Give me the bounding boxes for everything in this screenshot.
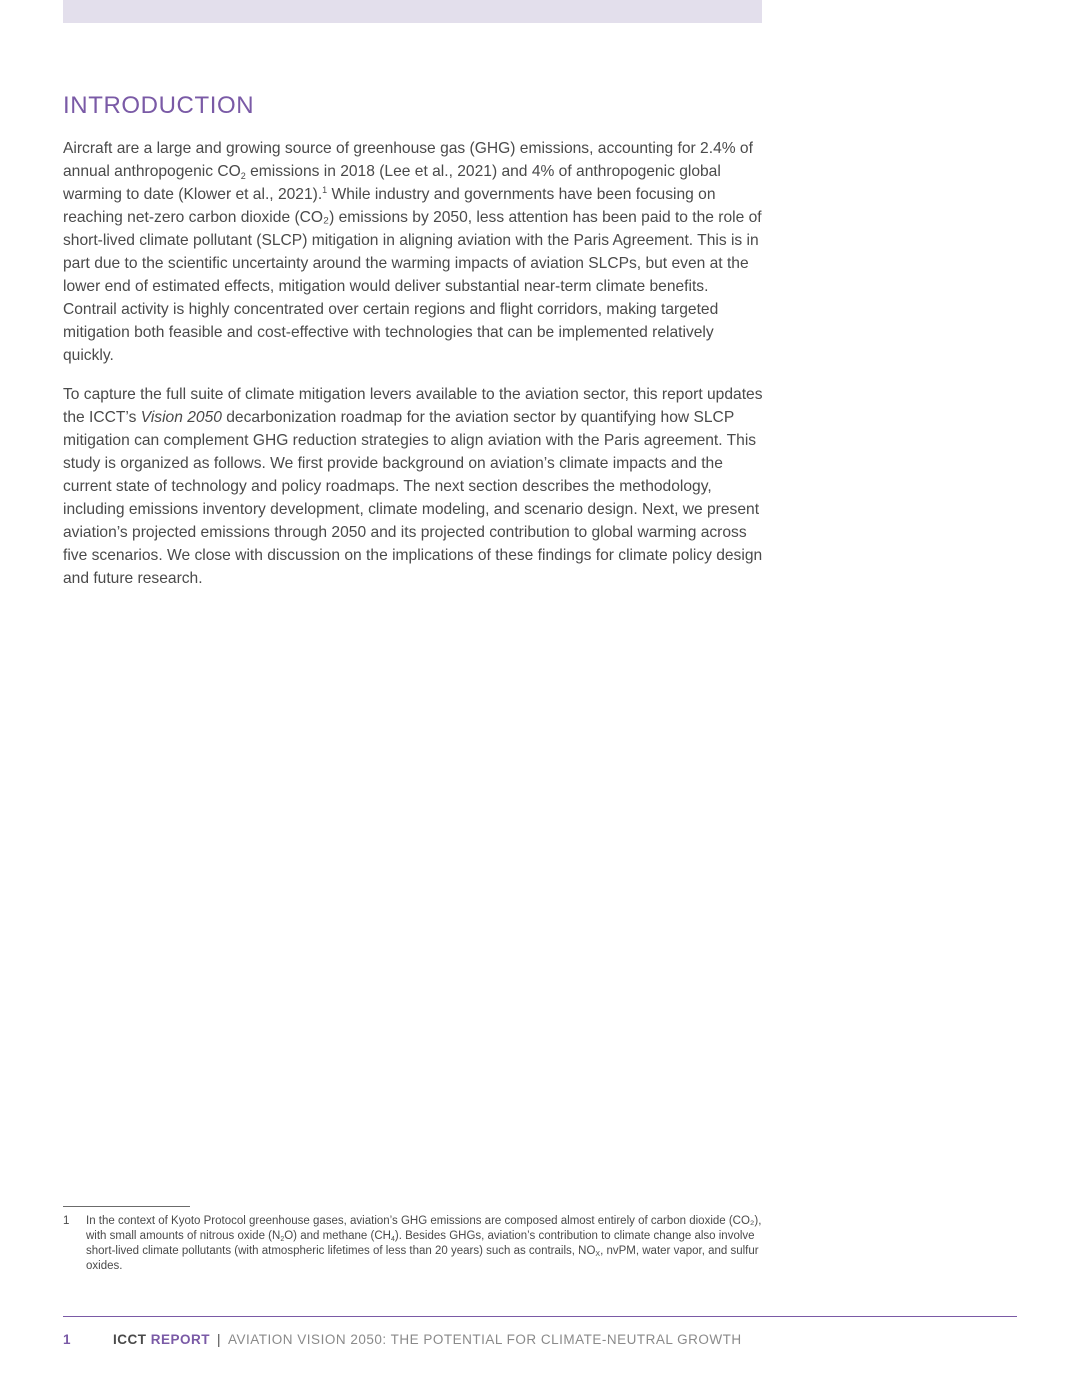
footnote-part-2: O) and methane (CH: [284, 1230, 391, 1242]
section-heading: INTRODUCTION: [63, 92, 255, 119]
footnote-part-3: ). Besides GHGs, aviation’s contribution to climate change also involve short-lived climate pollutants (with atmospheric lifetimes of less than 20 years) such as contrails, NO: [86, 1230, 755, 1257]
footnote-part-4: , nvPM, water vapor, and sulfur oxides.: [86, 1245, 759, 1272]
footnote-number: 1: [63, 1215, 70, 1227]
footer-brand-icct: ICCT: [113, 1332, 147, 1347]
subscript-n2: 2: [280, 1236, 285, 1243]
footnote-part-1: In the context of Kyoto Protocol greenhouse gases, aviation’s GHG emissions are composed almost entirely of carbon dioxide (CO₂), with small amounts of nitrous oxide (N: [86, 1215, 762, 1242]
subscript-2: 2: [240, 171, 246, 181]
footnote-ref[interactable]: 1: [322, 185, 328, 195]
subscript-nox: X: [595, 1251, 601, 1258]
footer-brand-report: REPORT: [150, 1332, 211, 1347]
footnote: [63, 1214, 768, 1274]
footer-divider: [63, 1316, 1017, 1317]
paragraph-2: [63, 383, 763, 590]
paragraph-1-part-3: While industry and governments have been focusing on reaching net-zero carbon dioxide (CO₂) emissions by 2050, less attention has been paid to the role of short-lived climate pollutant (SLCP) mitigation in aligning aviation with the Paris Agreement. This is in part due to the scientific uncertainty around the warming impacts of aviation SLCPs, but even at the lower end of estimated effects, mitigation would deliver substantial near-term climate benefits. Contrail activity is highly concentrated over certain regions and flight corridors, making targeted mitigation both feasible and cost-effective with technologies that can be implemented relatively quickly.: [63, 186, 762, 364]
paragraph-1-part-2: emissions in 2018 (Lee et al., 2021) and 4% of anthropogenic global warming to date (Klower et al., 2021).: [63, 163, 721, 203]
footer-separator: |: [217, 1332, 222, 1347]
report-title-italic: Vision 2050: [140, 409, 222, 426]
header-band: [63, 0, 762, 23]
body-text: [63, 137, 763, 606]
page-footer: [63, 1332, 742, 1347]
paragraph-2-part-2: decarbonization roadmap for the aviation sector by quantifying how SLCP mitigation can complement GHG reduction strategies to align aviation with the Paris agreement. This study is organized as follows. We first provide background on aviation’s climate impacts and the current state of technology and policy roadmaps. The next section describes the methodology, including emissions inventory development, climate modeling, and scenario design. Next, we present aviation’s projected emissions through 2050 and its projected contribution to global warming across five scenarios. We close with discussion on the implications of these findings for climate policy design and future research.: [63, 409, 763, 587]
paragraph-1: [63, 137, 763, 367]
page-number: 1: [63, 1332, 72, 1347]
paragraph-1-part-1: Aircraft are a large and growing source of greenhouse gas (GHG) emissions, accounting for 2.4% of annual anthropogenic CO: [63, 140, 753, 180]
footnote-divider: [63, 1206, 190, 1207]
footnote-text: [86, 1214, 768, 1274]
paragraph-2-part-1: To capture the full suite of climate mitigation levers available to the aviation sector, this report updates the ICCT’s: [63, 386, 763, 426]
subscript-ch4: 4: [390, 1236, 395, 1243]
footer-title: AVIATION VISION 2050: THE POTENTIAL FOR CLIMATE-NEUTRAL GROWTH: [228, 1332, 742, 1347]
